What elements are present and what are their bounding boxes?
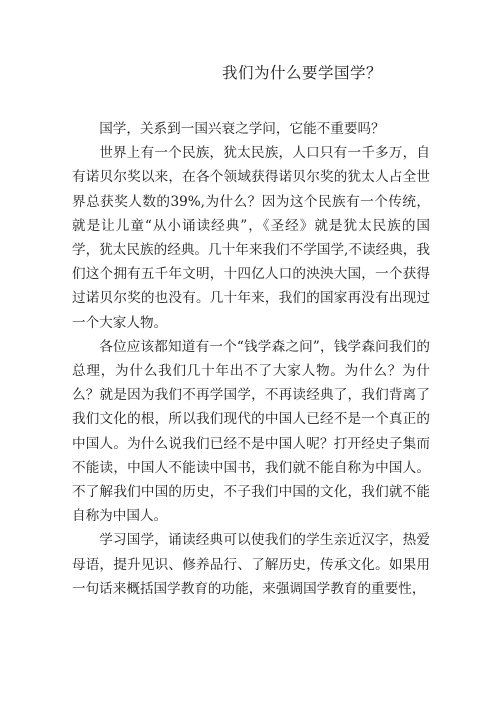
document-body [72, 117, 430, 601]
paragraph: 国学，关系到一国兴衰之学问，它能不重要吗？ [99, 121, 385, 137]
paragraph: 各位应该都知道有一个“钱学森之问”，钱学森问我们的总理，为什么我们几十年出不了大家人物。为什么？为什么？就是因为我们不再学国学，不再读经典了，我们背离了我们文化的根，所以我们现代的中国人已经不是一个真正的中国人。为什么说我们已经不是中国人呢？打开经史子集而不能读，中国人不能读中国书，我们就不能自称为中国人。不了解我们中国的历史，不子我们中国的文化，我们就不能自称为中国人。 [72, 338, 430, 525]
page-title: 我们为什么要学国学？ [222, 64, 383, 82]
paragraph: 世界上有一个民族，犹太民族，人口只有一千多万，自有诺贝尔奖以来，在各个领域获得诺贝尔奖的犹太人占全世界总获奖人数的39%,为什么？因为这个民族有一个传统，就是让儿童“从小诵读经典”，《圣经》就是犹太民族的国学，犹太民族的经典。几十年来我们不学国学,不读经典，我们这个拥有五千年文明，十四亿人口的泱泱大国，一个获得过诺贝尔奖的也没有。几十年来，我们的国家再没有出现过一个大家人物。 [72, 145, 430, 331]
paragraph: 学习国学，诵读经典可以使我们的学生亲近汉字，热爱母语，提升见识、修养品行、了解历史，传承文化。如果用一句话来概括国学教育的功能，来强调国学教育的重要性， [72, 532, 430, 597]
